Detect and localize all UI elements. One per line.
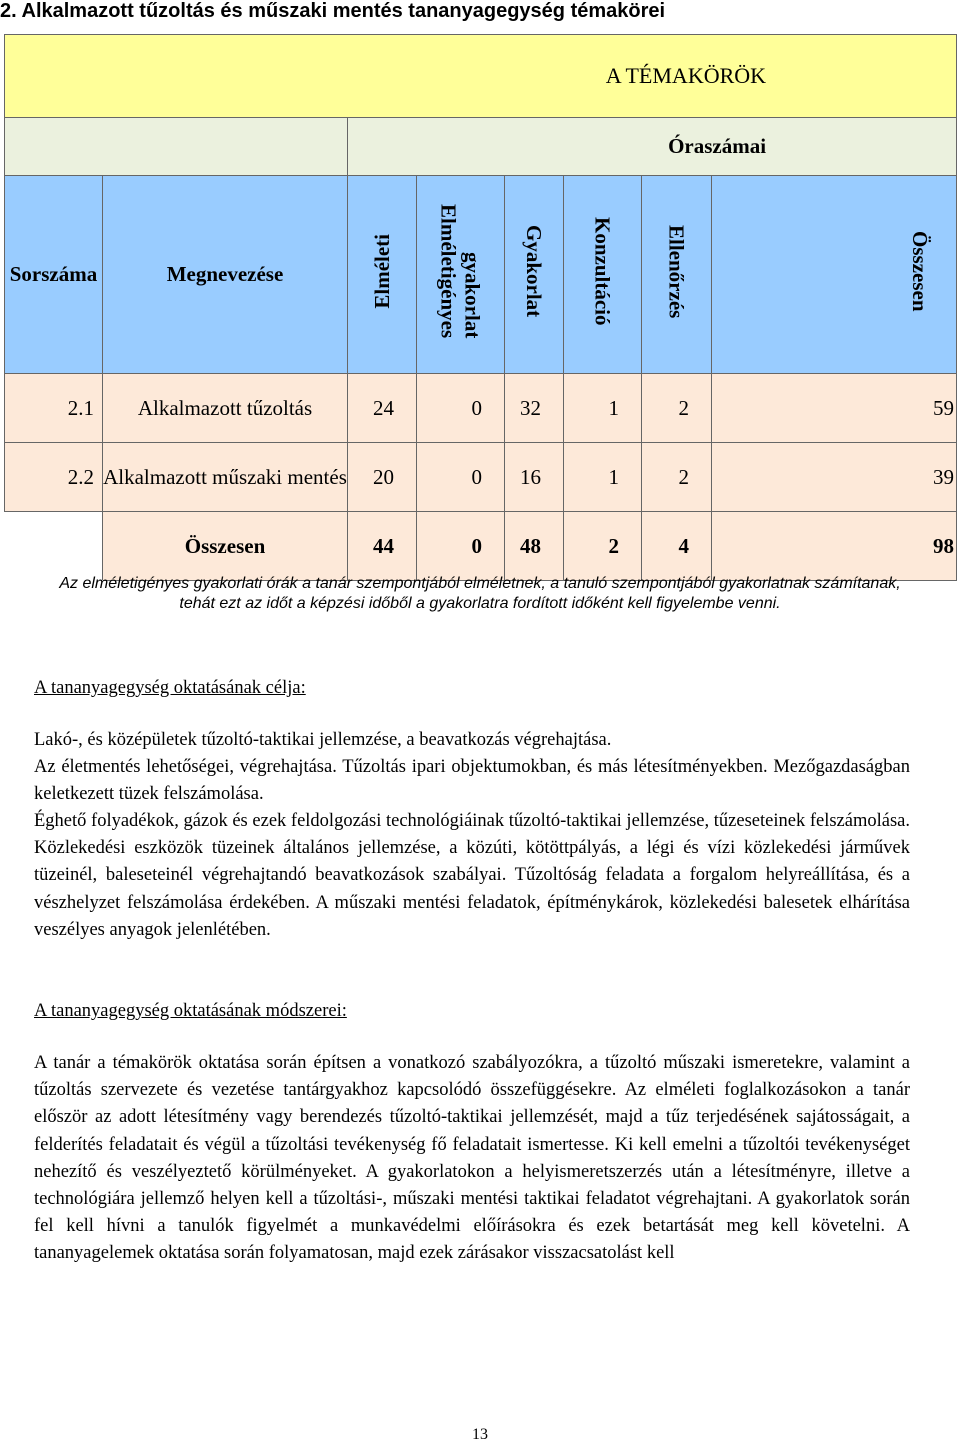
total-osszesen: 98 <box>712 512 957 581</box>
row-gyakorlat: 32 <box>505 374 564 443</box>
hours-title: Óraszámai <box>348 118 957 176</box>
col-konzultacio: Konzultáció <box>564 176 642 374</box>
goal-line1: Lakó-, és középületek tűzoltó-taktikai jellemzése, a beavatkozás végrehajtása. <box>34 730 612 750</box>
topics-table <box>4 34 957 581</box>
row-konzultacio: 1 <box>564 374 642 443</box>
row-elmeleti: 20 <box>348 443 417 512</box>
methods-title: A tananyagegység oktatásának módszerei: <box>34 1001 347 1021</box>
table-note: Az elméletigényes gyakorlati órák a tanár szempontjából elméletnek, a tanuló szempontjából gyakorlatnak számítanak, tehát ezt az időt a képzési időből a gyakorlatra fordított időként kell figyelembe venni. <box>59 575 901 612</box>
row-ellenorzes: 2 <box>642 443 712 512</box>
col-elmeletigenyes: Elméletigényesgyakorlat <box>417 176 505 374</box>
col-sorszam: Sorszáma <box>5 176 103 374</box>
row-name: Alkalmazott tűzoltás <box>103 374 348 443</box>
col-elmeleti: Elméleti <box>348 176 417 374</box>
total-gyakorlat: 48 <box>505 512 564 581</box>
topics-title: A TÉMAKÖRÖK <box>5 35 957 118</box>
row-ellenorzes: 2 <box>642 374 712 443</box>
row-elmeletigenyes: 0 <box>417 374 505 443</box>
col-ellenorzes: Ellenőrzés <box>642 176 712 374</box>
row-no: 2.2 <box>5 443 103 512</box>
table-row <box>5 374 957 443</box>
goal-para: Az életmentés lehetőségei, végrehajtása. Tűzoltás ipari objektumokban, és más létesítményekben. Mezőgazdaságban keletkezett tüzek felszámolása. <box>34 757 910 805</box>
goal-title: A tananyagegység oktatásának célja: <box>34 678 306 698</box>
col-osszesen: Összesen <box>712 176 957 374</box>
row-elmeletigenyes: 0 <box>417 443 505 512</box>
total-konzultacio: 2 <box>564 512 642 581</box>
goal-para2: Éghető folyadékok, gázok és ezek feldolgozási technológiáinak tűzoltó-taktikai jellemzése, tűzeseteinek felszámolása. Közlekedési eszközök tüzeinek általános jellemzése, a közúti, kötöttpályás, a légi és vízi közlekedési járművek tüzeinél, baleseteinél végrehajtandó beavatkozások szabályai. Tűzoltóság feladata a forgalom helyreállítása, és a vészhelyzet felszámolása érdekében. A műszaki mentési feladatok, építménykárok, közlekedési balesetek elhárítása veszélyes anyagok jelenlétében. <box>34 811 910 940</box>
col-megnevezes: Megnevezése <box>103 176 348 374</box>
methods-para: A tanár a témakörök oktatása során építsen a vonatkozó szabályozókra, a tűzoltó műszaki ismeretekre, valamint a tűzoltás szervezete és vezetése tantárgyakhoz kapcsolódó összefüggésekre. Az elméleti foglalkozásokon a tanár először az adott létesítmény vagy berendezés tűzoltó-taktikai jellemzését, majd a tűz terjedésének sajátosságait, a felderítés feladatait és végül a tűzoltási tevékenység fő feladatait ismertesse. Ki kell emelni a tűzoltói tevékenységet nehezítő és veszélyeztető körülményeket. A gyakorlatokon a helyismeretszerzés után a létesítményre, illetve a technológiára jellemző helyen kell a tűzoltási-, műszaki mentési taktikai feladatot végrehajtani. A gyakorlatok során fel kell hívni a tanulók figyelmét a munkavédelmi előírásokra és ezek betartását meg kell követelni. A tananyagelemek oktatása során folyamatosan, majd ezek zárásakor visszacsatolást kell <box>34 1053 910 1264</box>
row-konzultacio: 1 <box>564 443 642 512</box>
row-no: 2.1 <box>5 374 103 443</box>
section-heading: 2. Alkalmazott tűzoltás és műszaki mentés tananyagegység témakörei <box>0 0 666 22</box>
page-number: 13 <box>472 1426 488 1443</box>
total-elmeletigenyes: 0 <box>417 512 505 581</box>
row-osszesen: 39 <box>712 443 957 512</box>
col-gyakorlat: Gyakorlat <box>505 176 564 374</box>
row-elmeleti: 24 <box>348 374 417 443</box>
total-ellenorzes: 4 <box>642 512 712 581</box>
total-row <box>5 512 957 581</box>
total-elmeleti: 44 <box>348 512 417 581</box>
table-row <box>5 443 957 512</box>
total-label: Összesen <box>103 512 348 581</box>
row-name: Alkalmazott műszaki mentés <box>103 443 348 512</box>
row-osszesen: 59 <box>712 374 957 443</box>
row-gyakorlat: 16 <box>505 443 564 512</box>
